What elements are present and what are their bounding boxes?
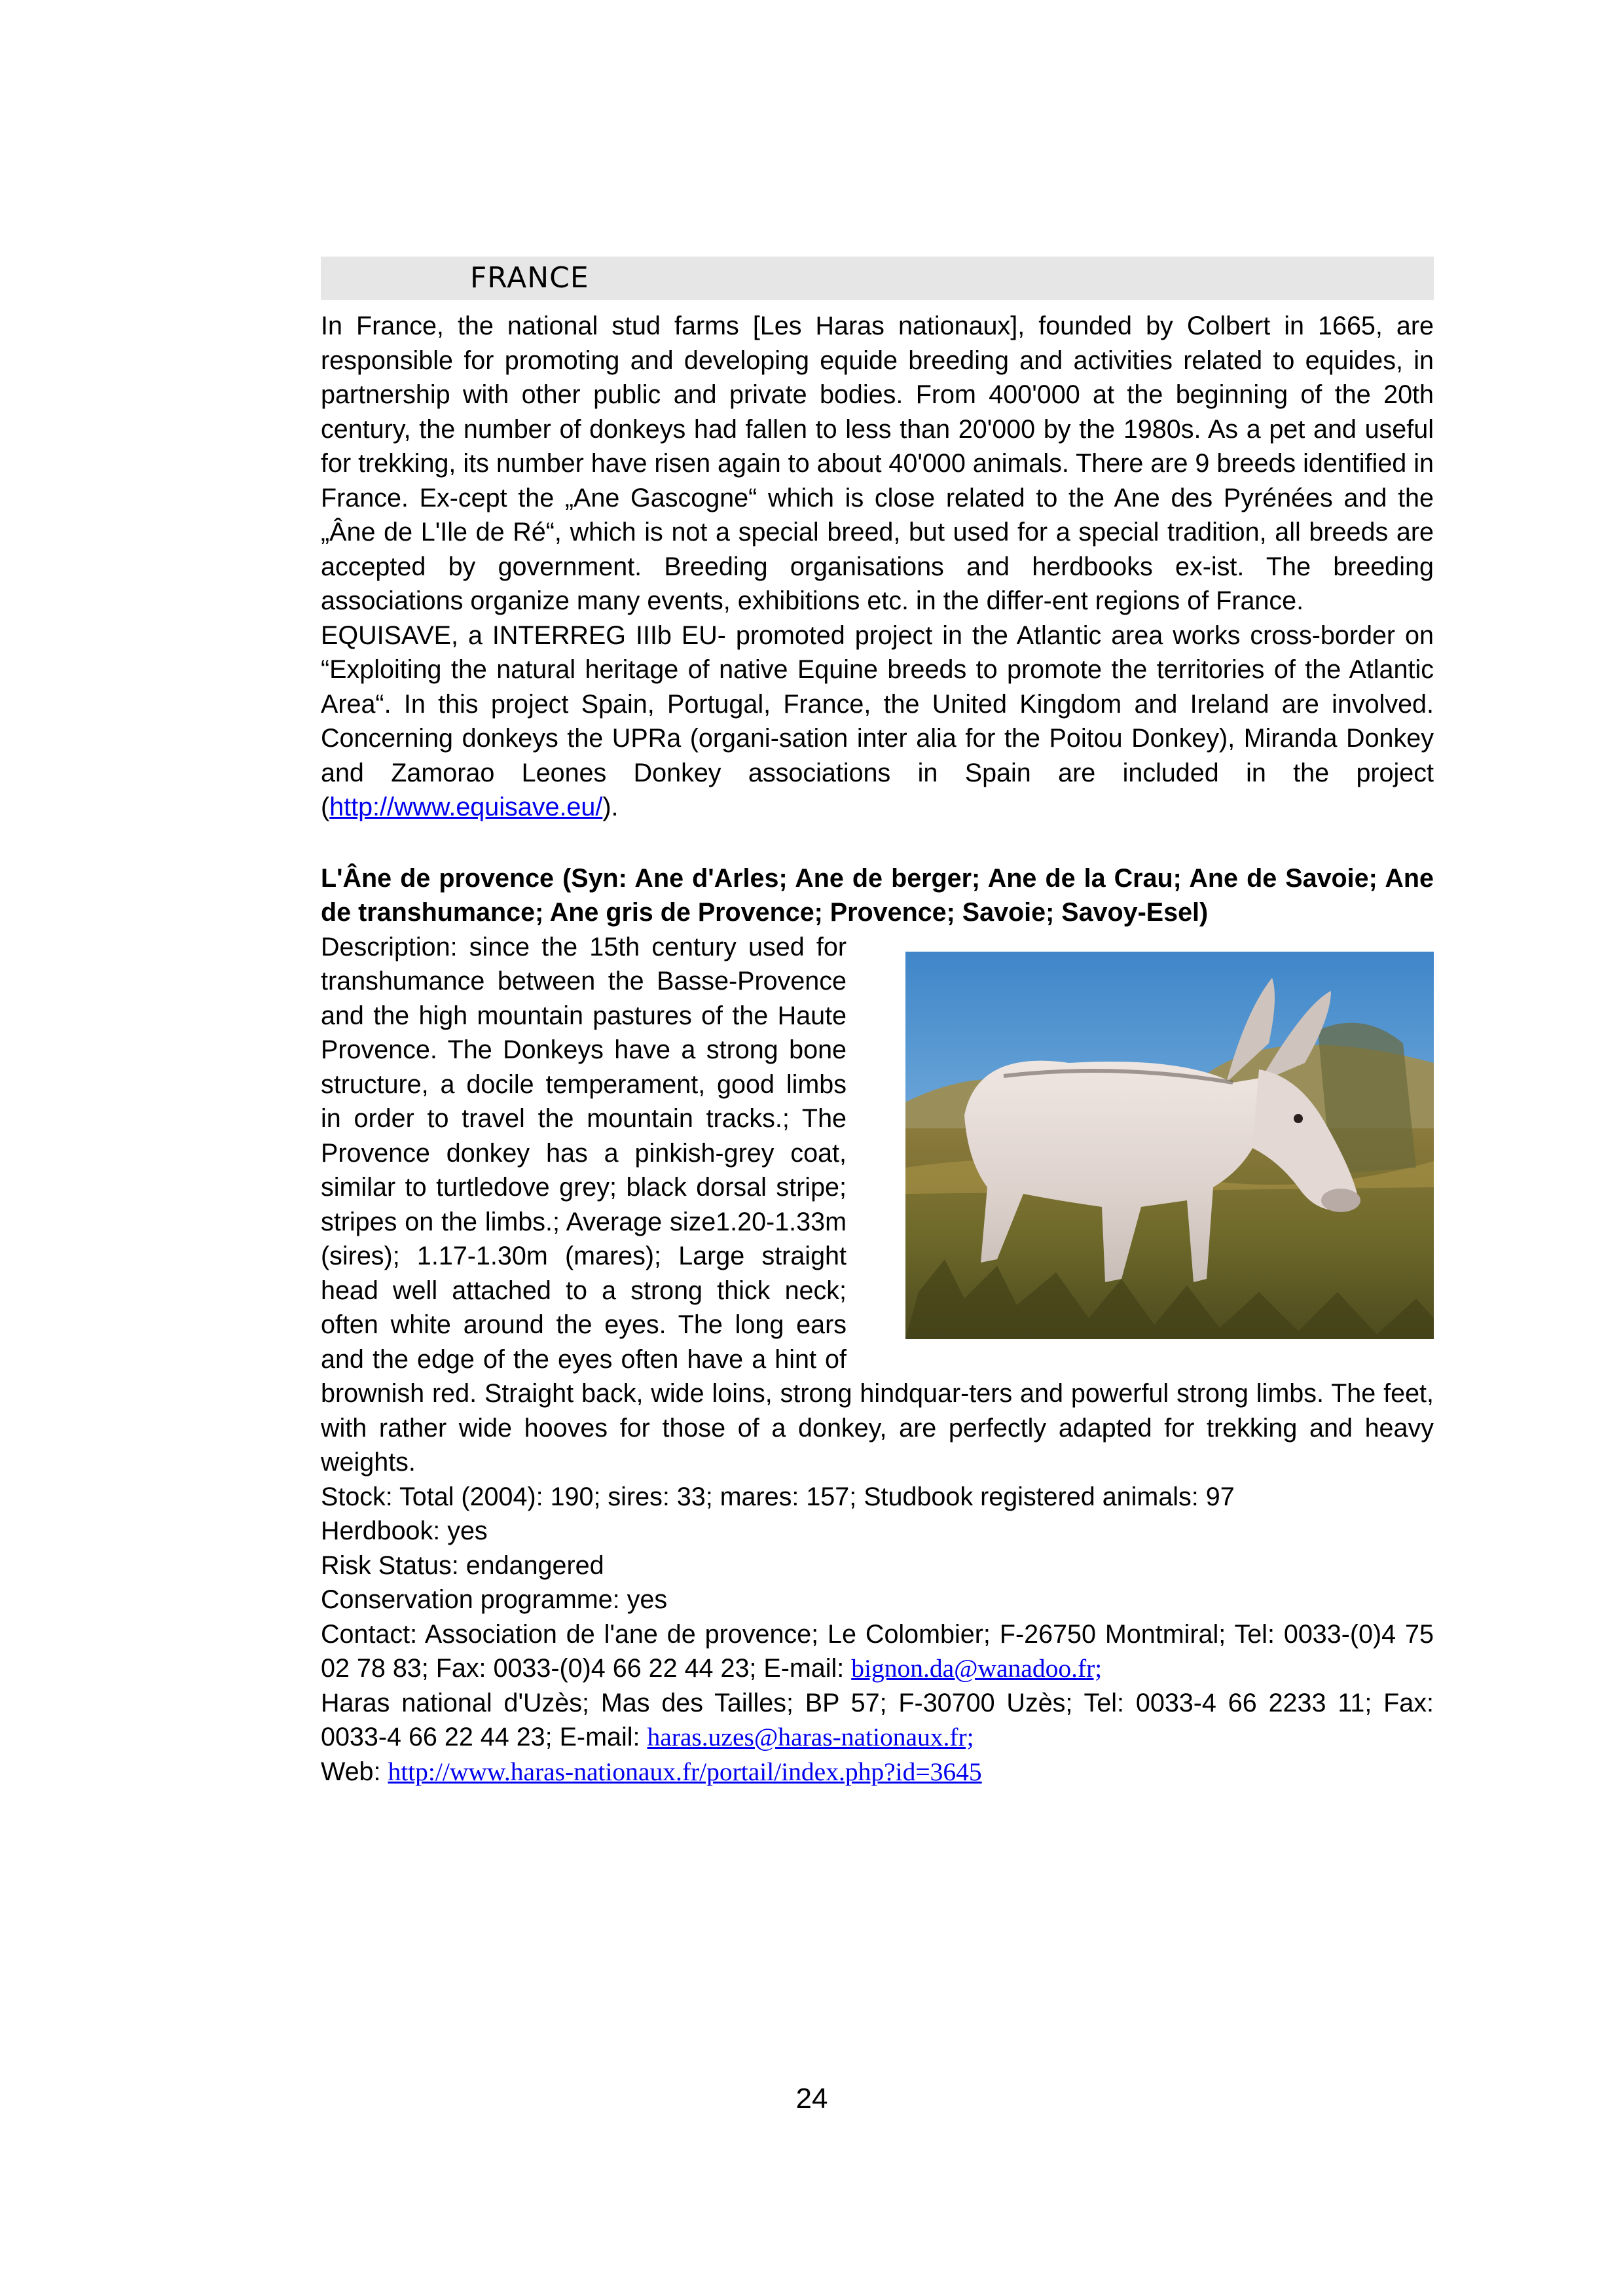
breed-risk-status: Risk Status: endangered bbox=[321, 1551, 604, 1580]
breed-web bbox=[321, 1755, 1434, 1789]
donkey-photo bbox=[905, 952, 1434, 1339]
section-header bbox=[321, 257, 1434, 300]
equisave-text-end: ). bbox=[602, 793, 619, 821]
page-number: 24 bbox=[795, 2083, 828, 2115]
web-link[interactable]: http://www.haras-nationaux.fr/portail/index.php?id=3645 bbox=[388, 1757, 982, 1786]
breed-contact-1 bbox=[321, 1617, 1434, 1686]
contact-1-text: Contact: Association de l'ane de provence; Le Colombier; F-26750 Montmiral; Tel: 0033-(0)4 75 02 78 83; Fax: 0033-(0)4 66 22 44 23; E-mail: bbox=[321, 1619, 1434, 1683]
breed-conservation: Conservation programme: yes bbox=[321, 1585, 668, 1614]
breed-herdbook: Herdbook: yes bbox=[321, 1516, 488, 1545]
breed-contact-2 bbox=[321, 1686, 1434, 1755]
contact-2-email[interactable]: haras.uzes@haras-nationaux.fr; bbox=[647, 1723, 974, 1751]
breed-stock: Stock: Total (2004): 190; sires: 33; mares: 157; Studbook registered animals: 97 bbox=[321, 1482, 1235, 1511]
contact-1-email[interactable]: bignon.da@wanadoo.fr; bbox=[851, 1654, 1103, 1683]
web-label: Web: bbox=[321, 1757, 388, 1786]
breed-title: L'Âne de provence (Syn: Ane d'Arles; Ane de berger; Ane de la Crau; Ane de Savoie; Ane de transhumance; Ane gris de Provence; Provence; Savoie; Savoy-Esel) bbox=[321, 863, 1434, 927]
document-page bbox=[321, 257, 1434, 1789]
equisave-link[interactable]: http://www.equisave.eu/ bbox=[329, 793, 603, 821]
contact-2-text: Haras national d'Uzès; Mas des Tailles; BP 57; F-30700 Uzès; Tel: 0033-4 66 2233 11; Fax: 0033-4 66 22 44 23; E-mail: bbox=[321, 1688, 1434, 1751]
breed-description: Description: since the 15th century used for transhumance between the Basse-Provence and the high mountain pastures of the Haute Provence. The Donkeys have a strong bone structure, a docile temperament, good limbs in order to travel the mountain tracks.; The Provence donkey has a pinkish-grey coat, similar to turtledove grey; black dorsal stripe; stripes on the limbs.; Average size1.20-1.33m (sires); 1.17-1.30m (mares); Large straight head well attached to a strong thick neck; often white around the eyes. The long ears and the edge of the eyes often have a hint of brownish red. Straight back, wide loins, strong hindquar-ters and powerful strong limbs. The feet, with rather wide hooves for those of a donkey, are perfectly adapted for trekking and heavy weights. bbox=[321, 932, 1434, 1477]
equisave-text: EQUISAVE, a INTERREG IIIb EU- promoted project in the Atlantic area works cross-border on “Exploiting the natural heritage of native Equine breeds to promote the territories of the Atlantic Area“. In this project Spain, Portugal, France, the United Kingdom and Ireland are involved. Concerning donkeys the UPRa (organi-sation inter alia for the Poitou Donkey), Miranda Donkey and Zamorao Leones Donkey associations in Spain are included in the project ( bbox=[321, 620, 1434, 821]
equisave-paragraph bbox=[321, 619, 1434, 825]
spacer bbox=[321, 825, 1434, 861]
section-title: FRANCE bbox=[470, 261, 589, 295]
intro-paragraph: In France, the national stud farms [Les Haras nationaux], founded by Colbert in 1665, are responsible for promoting and developing equide breeding and activities related to equides, in partnership with other public and private bodies. From 400'000 at the beginning of the 20th century, the number of donkeys had fallen to less than 20'000 by the 1980s. As a pet and useful for trekking, its number have risen again to about 40'000 animals. There are 9 breeds identified in France. Ex-cept the „Ane Gascogne“ which is close related to the Ane des Pyrénées and the „Âne de L'Ile de Ré“, which is not a special breed, but used for a special tradition, all breeds are accepted by government. Breeding organisations and herdbooks ex-ist. The breeding associations organize many events, exhibitions etc. in the differ-ent regions of France. bbox=[321, 312, 1434, 615]
